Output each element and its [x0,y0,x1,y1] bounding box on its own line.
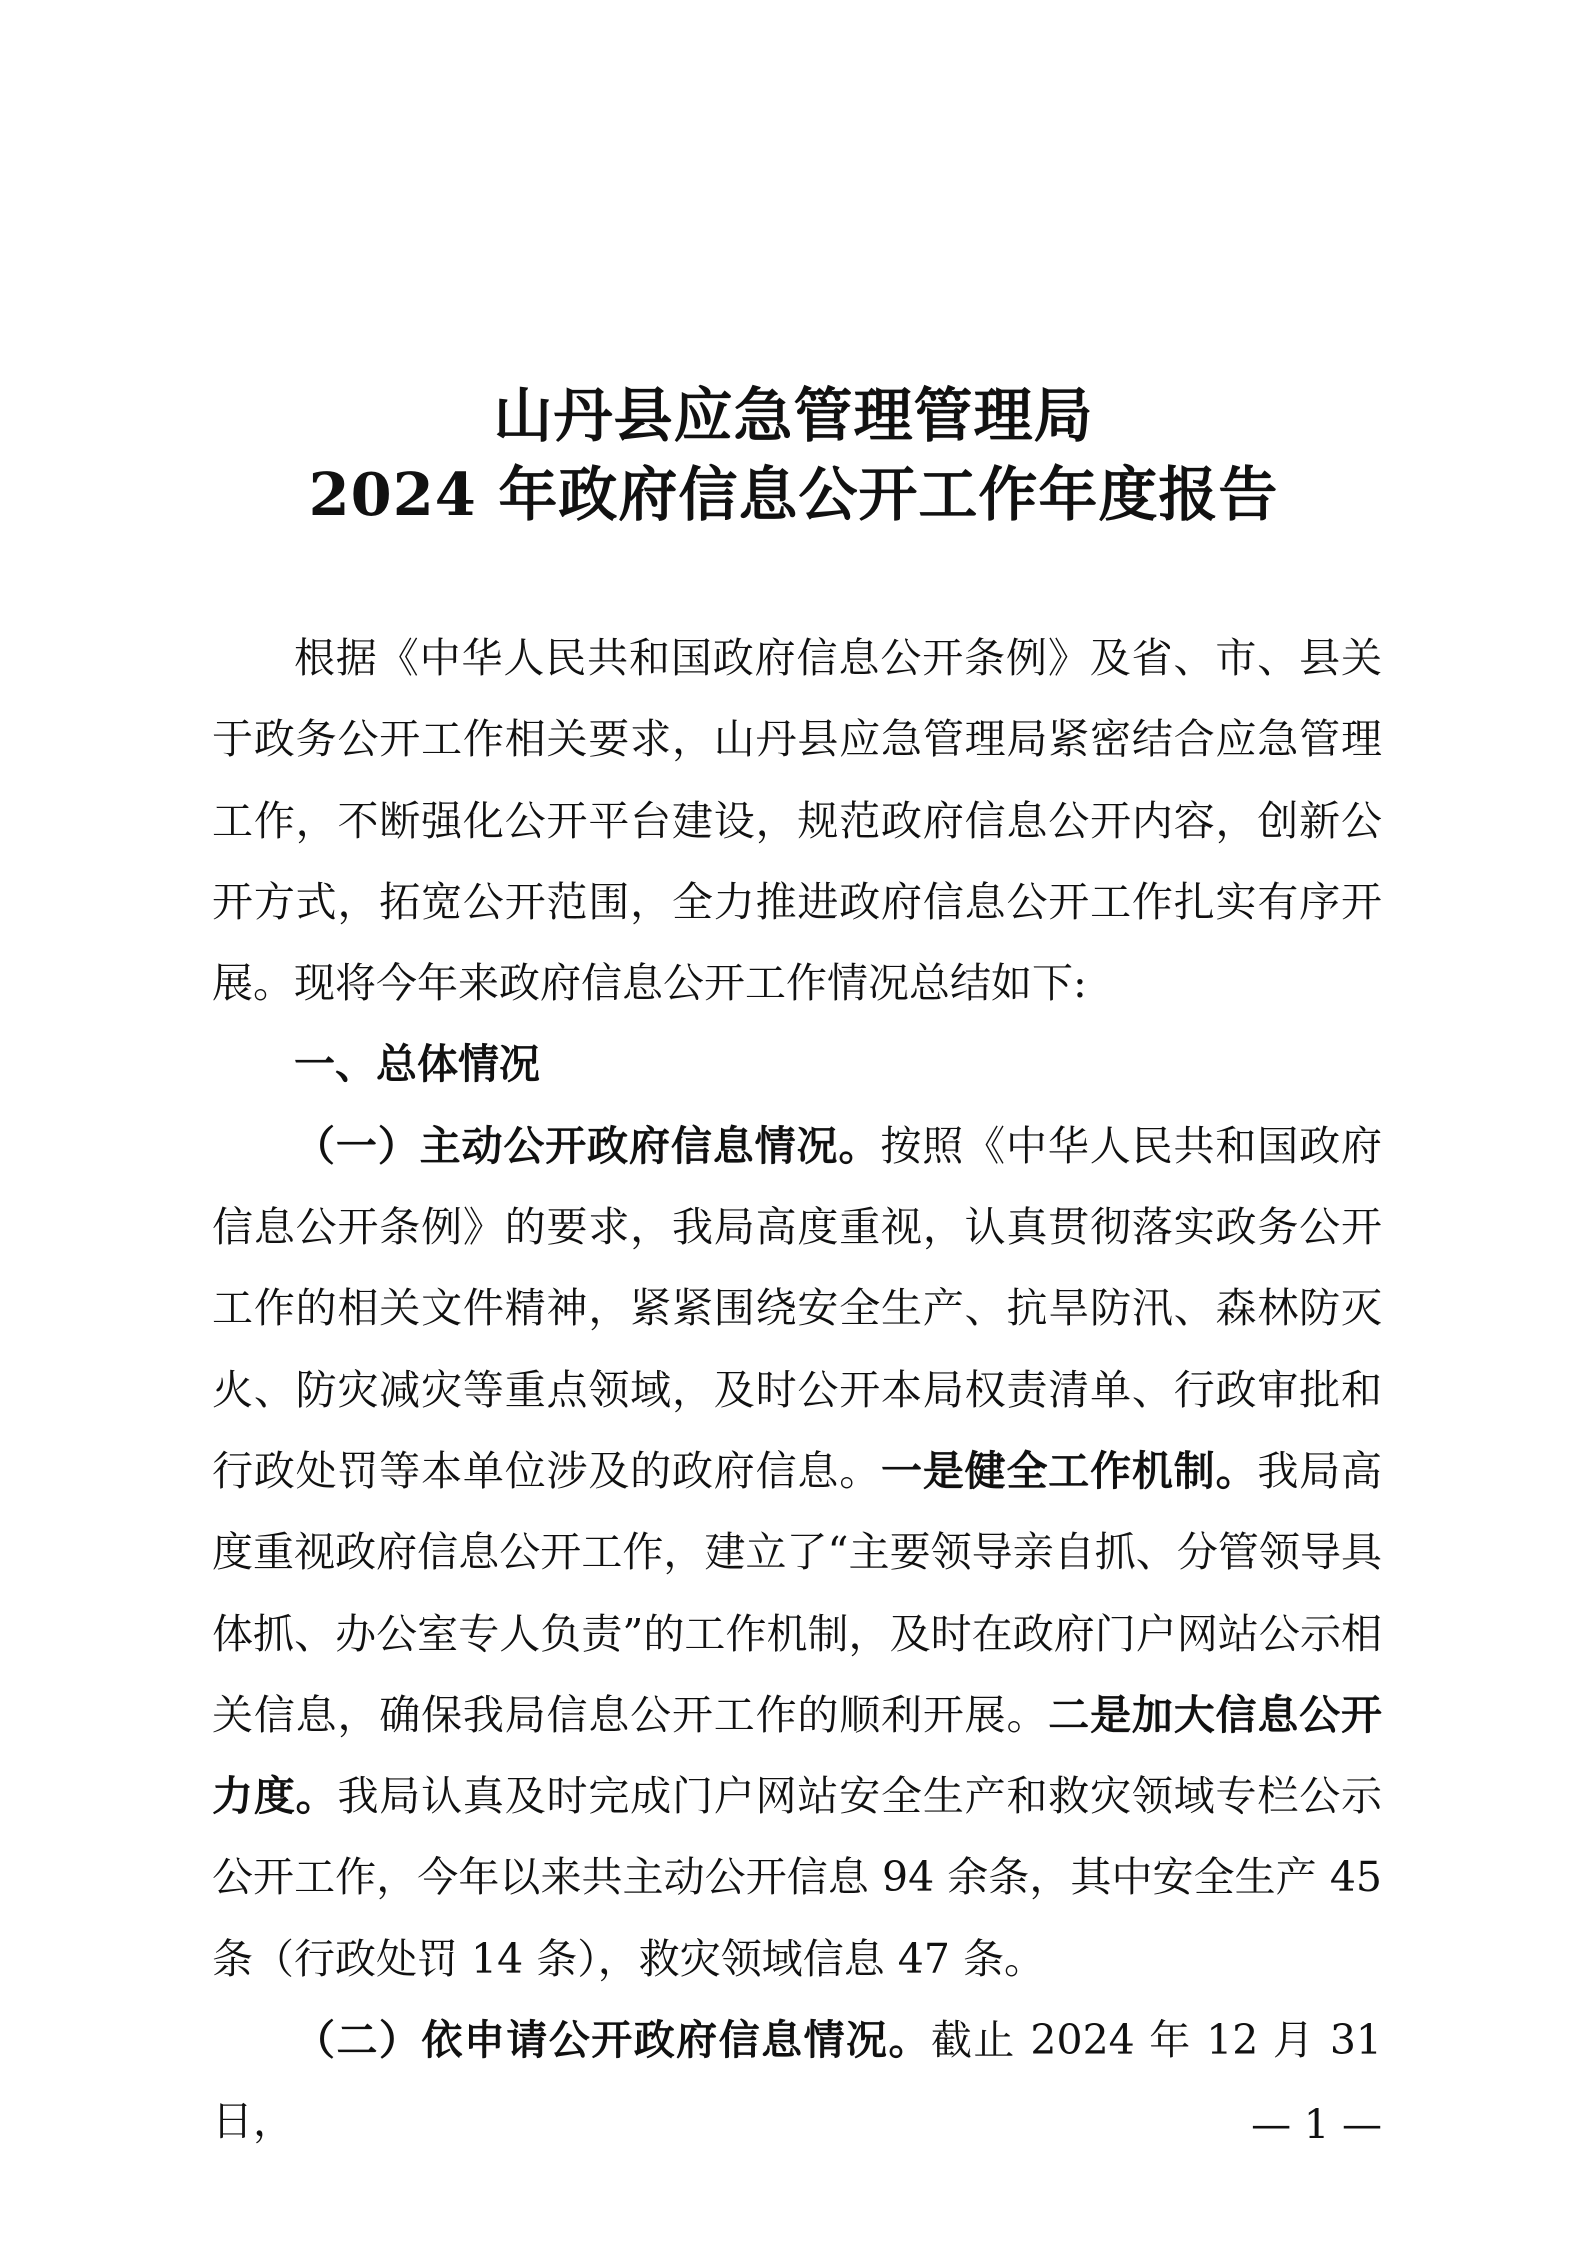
page-number: — 1 — [1251,2102,1382,2148]
point-2-text: 我局认真及时完成门户网站安全生产和救灾领域专栏公示公开工作，今年以来共主动公开信息 94 余条，其中安全生产 45 条（行政处罚 14 条），救灾领域信息 47 条。 [212,1772,1383,1983]
paragraph-proactive-disclosure [212,1106,1382,2000]
point-2-lead: 二是加大信息公开力度。 [212,1690,1382,1821]
request-disclosure-text: 截止 2024 年 12 月 31 日， [212,2016,1382,2146]
point-1-text: 我局高度重视政府信息公开工作，建立了“主要领导亲自抓、分管领导具体抓、办公室专人负责”的工作机制，及时在政府门户网站公示相关信息，确保我局信息公开工作的顺利开展。 [212,1446,1383,1739]
subsection-lead-request: （二）依申请公开政府信息情况。 [294,2016,931,2065]
document-title-line-2: 2024 年政府信息公开工作年度报告 [308,460,1279,529]
subsection-lead-proactive: （一）主动公开政府信息情况。 [294,1121,881,1170]
paragraph-request-disclosure [212,2000,1382,2163]
intro-paragraph: 根据《中华人民共和国政府信息公开条例》及省、市、县关于政务公开工作相关要求，山丹县应急管理局紧密结合应急管理工作，不断强化公开平台建设，规范政府信息公开内容，创新公开方式，拓宽公开范围，全力推进政府信息公开工作扎实有序开展。现将今年来政府信息公开工作情况总结如下: [212,634,1382,1008]
proactive-disclosure-text: 按照《中华人民共和国政府信息公开条例》的要求，我局高度重视，认真贯彻落实政务公开工作的相关文件精神，紧紧围绕安全生产、抗旱防汛、森林防灭火、防灾减灾等重点领域，及时公开本局权责清单、行政审批和行政处罚等本单位涉及的政府信息。 [212,1121,1383,1495]
document-title-line-1: 山丹县应急管理管理局 [493,381,1094,450]
point-1-lead: 一是健全工作机制。 [881,1446,1258,1495]
document-body [212,618,1382,2163]
section-heading-overview: 一、总体情况 [294,1040,540,1089]
